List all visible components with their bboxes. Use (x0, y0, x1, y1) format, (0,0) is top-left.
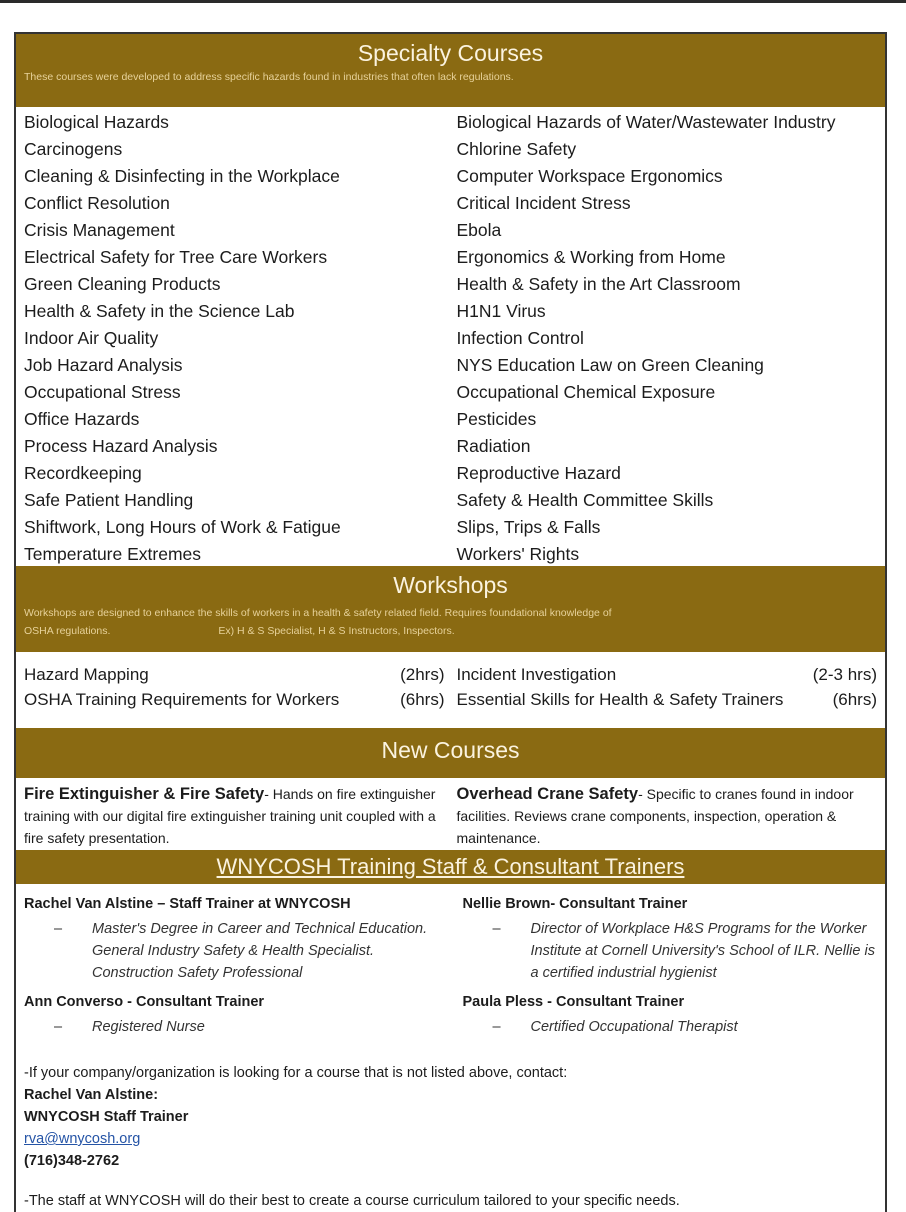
staff-member (451, 992, 878, 1038)
staff-title: WNYCOSH Training Staff & Consultant Trainers (216, 854, 685, 879)
new-course-item (24, 783, 445, 850)
workshop-list (16, 652, 885, 712)
course-item: Electrical Safety for Tree Care Workers (24, 247, 328, 267)
workshop-name: Hazard Mapping (24, 665, 149, 684)
staff-list (16, 884, 885, 1046)
course-catalog-page (14, 32, 887, 1212)
course-item: Process Hazard Analysis (24, 436, 218, 456)
course-item: Job Hazard Analysis (24, 355, 183, 375)
course-item: Cleaning & Disinfecting in the Workplace (24, 166, 340, 186)
course-item: Reproductive Hazard (456, 463, 621, 483)
workshop-duration: (6hrs) (832, 690, 877, 709)
course-item: NYS Education Law on Green Cleaning (456, 355, 764, 375)
new-course-item (445, 783, 878, 850)
course-item: Shiftwork, Long Hours of Work & Fatigue (24, 517, 341, 537)
workshop-name: OSHA Training Requirements for Workers (24, 690, 340, 709)
staff-detail-text: Director of Workplace H&S Programs for the Worker Institute at Cornell University's School of ILR. Nellie is a certified industrial hygienist (530, 921, 875, 981)
bullet-dash: – (492, 921, 501, 937)
course-item: Slips, Trips & Falls (456, 517, 601, 537)
course-item: Biological Hazards of Water/Wastewater Industry (456, 112, 836, 132)
specialty-course-column-left (24, 109, 445, 566)
contact-section (16, 1046, 885, 1172)
workshops-description-line1: Workshops are designed to enhance the skills of workers in a health & safety related field. Requires foundational knowledge of (24, 607, 612, 619)
workshop-duration: (2hrs) (400, 665, 445, 684)
course-item: Indoor Air Quality (24, 328, 159, 348)
workshops-title: Workshops (393, 572, 508, 598)
course-item: Temperature Extremes (24, 544, 202, 564)
bullet-dash: – (53, 921, 63, 937)
specialty-course-column-right (445, 109, 878, 566)
workshop-name: Essential Skills for Health & Safety Trainers (456, 690, 784, 709)
new-courses-header (16, 728, 885, 778)
course-item: Crisis Management (24, 220, 175, 240)
workshops-description-line2: OSHA regulations. Ex) H & S Specialist, H & S Instructors, Inspectors. (24, 625, 455, 637)
course-item: Carcinogens (24, 139, 123, 159)
staff-member (24, 894, 451, 984)
course-item: Biological Hazards (24, 112, 169, 132)
workshop-name: Incident Investigation (456, 665, 617, 684)
new-course-name: Overhead Crane Safety (456, 785, 639, 803)
course-item: Ebola (456, 220, 502, 240)
new-courses-title: New Courses (381, 737, 520, 763)
workshop-duration: (6hrs) (400, 690, 445, 709)
staff-name: Ann Converso - Consultant Trainer (24, 994, 265, 1010)
new-course-name: Fire Extinguisher & Fire Safety (24, 785, 265, 803)
workshop-duration: (2-3 hrs) (812, 665, 877, 684)
staff-member (24, 992, 451, 1038)
course-item: Pesticides (456, 409, 537, 429)
staff-header (16, 850, 885, 884)
course-item: Ergonomics & Working from Home (456, 247, 726, 267)
course-item: Safety & Health Committee Skills (456, 490, 714, 510)
footer-note: -The staff at WNYCOSH will do their best to create a course curriculum tailored to your specific needs. (24, 1193, 680, 1209)
contact-phone: (716)348-2762 (24, 1153, 120, 1169)
bullet-dash: – (53, 1019, 63, 1035)
workshop-column-left (24, 662, 445, 712)
course-item: Recordkeeping (24, 463, 142, 483)
course-item: Office Hazards (24, 409, 140, 429)
new-course-description: - Specific to cranes found in indoor facilities. Reviews crane components, inspection, operation & maintenance. (456, 786, 854, 846)
workshop-item (24, 687, 445, 712)
staff-name: Nellie Brown- Consultant Trainer (462, 896, 688, 912)
staff-detail-text: Master's Degree in Career and Technical Education. General Industry Safety & Health Specialist. Construction Safety Professional (92, 921, 428, 981)
contact-intro: -If your company/organization is looking for a course that is not listed above, contact: (24, 1065, 568, 1081)
staff-member (451, 894, 878, 984)
top-rule (0, 0, 906, 3)
course-item: Conflict Resolution (24, 193, 170, 213)
course-item: Radiation (456, 436, 531, 456)
new-course-list (16, 778, 885, 850)
course-item: H1N1 Virus (456, 301, 546, 321)
staff-detail (24, 918, 451, 984)
course-item: Critical Incident Stress (456, 193, 631, 213)
course-item: Health & Safety in the Art Classroom (456, 274, 741, 294)
new-course-description: - Hands on fire extinguisher training with our digital fire extinguisher training unit coupled with a fire safety presentation. (24, 786, 436, 846)
staff-name: Rachel Van Alstine – Staff Trainer at WNYCOSH (24, 896, 351, 912)
course-item: Health & Safety in the Science Lab (24, 301, 295, 321)
contact-name: Rachel Van Alstine: (24, 1087, 159, 1103)
course-item: Chlorine Safety (456, 139, 577, 159)
course-item: Infection Control (456, 328, 584, 348)
workshop-item (457, 687, 878, 712)
course-item: Occupational Chemical Exposure (456, 382, 716, 402)
specialty-course-list (16, 107, 885, 566)
staff-detail-text: Registered Nurse (92, 1019, 205, 1035)
staff-detail (24, 1016, 451, 1038)
staff-detail-text: Certified Occupational Therapist (530, 1019, 738, 1035)
staff-detail (463, 1016, 878, 1038)
specialty-courses-description: These courses were developed to address specific hazards found in industries that often lack regulations. (24, 71, 514, 83)
specialty-courses-header (16, 34, 885, 107)
staff-name: Paula Pless - Consultant Trainer (462, 994, 685, 1010)
workshop-item (24, 662, 445, 687)
contact-email-link[interactable]: rva@wnycosh.org (24, 1131, 141, 1147)
course-item: Safe Patient Handling (24, 490, 194, 510)
course-item: Workers' Rights (456, 544, 580, 564)
course-item: Computer Workspace Ergonomics (456, 166, 723, 186)
specialty-courses-title: Specialty Courses (357, 40, 544, 66)
bullet-dash: – (492, 1019, 501, 1035)
workshop-column-right (445, 662, 878, 712)
workshop-item (457, 662, 878, 687)
course-item: Occupational Stress (24, 382, 181, 402)
workshops-header (16, 566, 885, 652)
staff-detail (463, 918, 878, 984)
course-item: Green Cleaning Products (24, 274, 221, 294)
contact-role: WNYCOSH Staff Trainer (24, 1109, 189, 1125)
